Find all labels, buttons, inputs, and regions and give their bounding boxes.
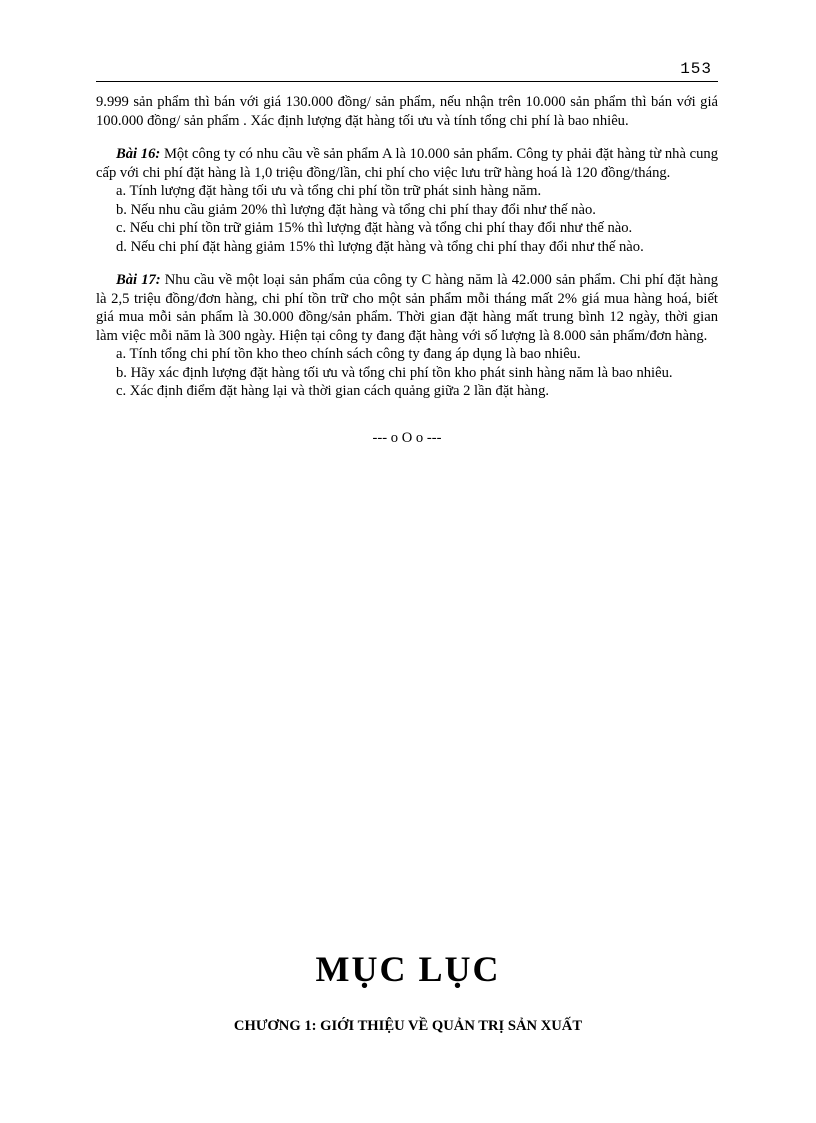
header-rule (96, 81, 718, 82)
exercise-17 (96, 271, 718, 345)
exercise-17-text: Nhu cầu về một loại sản phẩm của công ty C hàng năm là 42.000 sản phẩm. Chi phí đặt hàng là 2,5 triệu đồng/đơn hàng, chi phí tồn trữ cho một sản phẩm mỗi tháng mất 2% giá mua hàng hoá, biết giá mua mỗi sản phẩm là 30.000 đồng/sản phẩm. Thời gian đặt hàng mất trung bình 12 ngày, thời gian làm việc mỗi năm là 300 ngày. Hiện tại công ty đang đặt hàng với số lượng là 8.000 sản phẩm/đơn hàng. (96, 272, 718, 344)
toc-title: MỤC LỤC (315, 949, 501, 989)
exercise-17-item-a: a. Tính tổng chi phí tồn kho theo chính sách công ty đang áp dụng là bao nhiêu. (116, 346, 581, 362)
continuation-paragraph: 9.999 sản phẩm thì bán với giá 130.000 đồng/ sản phẩm, nếu nhận trên 10.000 sản phẩm thì bán với giá 100.000 đồng/ sản phẩm . Xác định lượng đặt hàng tối ưu và tính tổng chi phí là bao nhiêu. (96, 94, 718, 129)
page-number: 153 (680, 60, 712, 78)
toc-chapter-1: CHƯƠNG 1: GIỚI THIỆU VỀ QUẢN TRỊ SẢN XUẤT (233, 1018, 583, 1034)
exercise-16-item-a: a. Tính lượng đặt hàng tối ưu và tổng chi phí tồn trữ phát sinh hàng năm. (116, 183, 542, 199)
spacer (96, 256, 718, 271)
exercise-16 (96, 145, 718, 182)
exercise-16-item-d: d. Nếu chi phí đặt hàng giảm 15% thì lượng đặt hàng và tổng chi phí thay đổi như thế nào. (116, 238, 644, 255)
section-separator: --- o O o --- (372, 429, 442, 446)
exercise-17-label: Bài 17: (116, 272, 161, 288)
exercise-17-item-b: b. Hãy xác định lượng đặt hàng tối ưu và tổng chi phí tồn kho phát sinh hàng năm là bao nhiêu. (116, 364, 673, 381)
exercise-16-item-c: c. Nếu chi phí tồn trữ giảm 15% thì lượng đặt hàng và tổng chi phí thay đổi như thế nào. (116, 220, 633, 236)
page-content (96, 93, 718, 447)
exercise-17-item-c: c. Xác định điểm đặt hàng lại và thời gian cách quảng giữa 2 lần đặt hàng. (116, 383, 550, 399)
exercise-16-text: Một công ty có nhu cầu về sản phẩm A là 10.000 sản phẩm. Công ty phải đặt hàng từ nhà cung cấp với chi phí đặt hàng là 1,0 triệu đồng/lần, chi phí cho việc lưu trữ hàng hoá là 120 đồng/tháng. (96, 146, 719, 181)
exercise-16-label: Bài 16: (116, 146, 161, 162)
exercise-16-item-b: b. Nếu nhu cầu giảm 20% thì lượng đặt hàng và tổng chi phí thay đổi như thế nào. (116, 201, 596, 218)
spacer (96, 130, 718, 145)
